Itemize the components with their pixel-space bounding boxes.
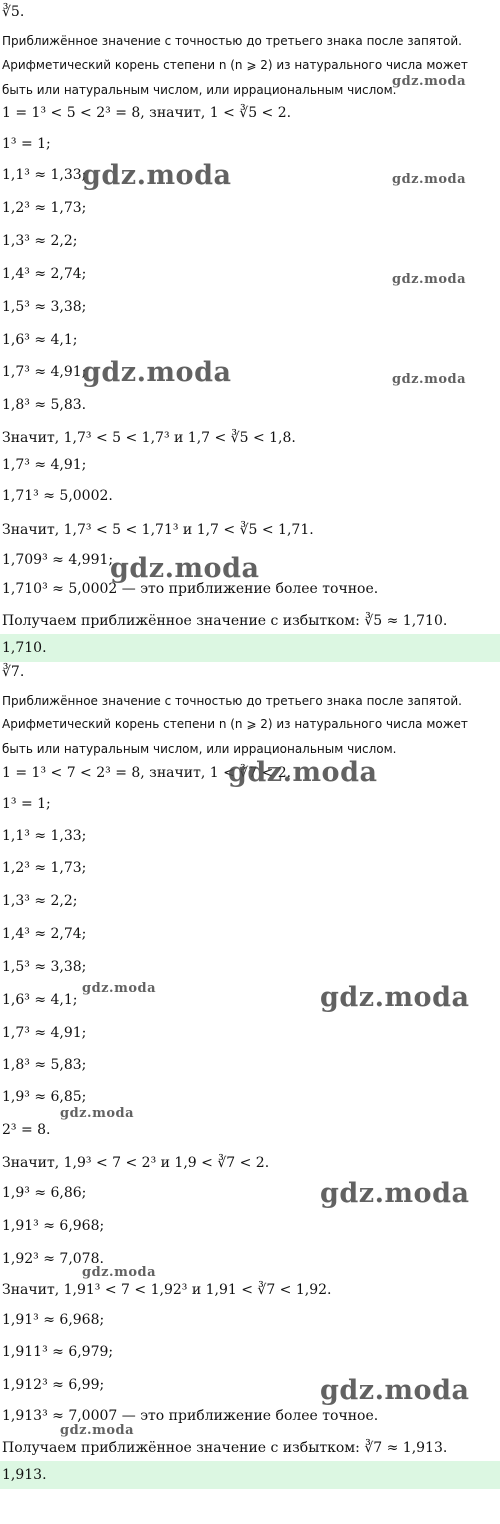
math-line: 1,71³ ≈ 5,0002.: [2, 488, 113, 504]
answer-box: 1,913.: [0, 1461, 500, 1489]
text-line: быть или натуральным числом, или иррациональным числом.: [2, 742, 397, 756]
watermark: gdz.moda: [110, 553, 260, 584]
math-line: 1,710³ ≈ 5,0002 — это приближение более точное.: [2, 581, 379, 597]
watermark: gdz.moda: [392, 372, 467, 387]
math-line: Значит, 1,91³ < 7 < 1,92³ и 1,91 < ∛7 < 1,92.: [2, 1282, 332, 1298]
math-line: 1³ = 1;: [2, 136, 51, 152]
math-line: 1,1³ ≈ 1,33;: [2, 167, 87, 183]
math-line: 1,2³ ≈ 1,73;: [2, 860, 87, 876]
math-line: 1,911³ ≈ 6,979;: [2, 1344, 114, 1360]
math-line: 1,9³ ≈ 6,85;: [2, 1089, 87, 1105]
math-line: Значит, 1,7³ < 5 < 1,71³ и 1,7 < ∛5 < 1,71.: [2, 522, 314, 538]
math-line: 1,913³ ≈ 7,0007 — это приближение более точное.: [2, 1408, 379, 1424]
watermark: gdz.moda: [392, 272, 467, 287]
math-line: 1,2³ ≈ 1,73;: [2, 200, 87, 216]
math-line: 1,3³ ≈ 2,2;: [2, 893, 78, 909]
math-line: Получаем приближённое значение с избытком: ∛7 ≈ 1,913.: [2, 1440, 448, 1456]
math-line: 1,3³ ≈ 2,2;: [2, 233, 78, 249]
watermark: gdz.moda: [320, 1178, 470, 1209]
math-line: 1,9³ ≈ 6,86;: [2, 1185, 87, 1201]
watermark: gdz.moda: [60, 1423, 135, 1438]
math-line: 1,6³ ≈ 4,1;: [2, 992, 78, 1008]
math-line: 1,8³ ≈ 5,83;: [2, 1057, 87, 1073]
watermark: gdz.moda: [82, 160, 232, 191]
math-line: 1,709³ ≈ 4,991;: [2, 552, 114, 568]
math-line: 1,7³ ≈ 4,91;: [2, 1025, 87, 1041]
text-line: Приближённое значение с точностью до третьего знака после запятой.: [2, 694, 462, 708]
text-line: Арифметический корень степени n (n ⩾ 2) из натурального числа может: [2, 717, 468, 731]
math-line: 1,5³ ≈ 3,38;: [2, 959, 87, 975]
math-line: 2³ = 8.: [2, 1122, 51, 1138]
watermark: gdz.moda: [82, 981, 157, 996]
problem-heading: ∛7.: [2, 664, 25, 680]
math-line: 1 = 1³ < 7 < 2³ = 8, значит, 1 < ∛7 < 2.: [2, 765, 292, 781]
problem-heading: ∛5.: [2, 4, 25, 20]
math-line: 1,8³ ≈ 5,83.: [2, 397, 87, 413]
math-line: 1³ = 1;: [2, 796, 51, 812]
answer-box: 1,710.: [0, 634, 500, 662]
math-line: 1,4³ ≈ 2,74;: [2, 266, 87, 282]
watermark: gdz.moda: [228, 757, 378, 788]
math-line: Значит, 1,9³ < 7 < 2³ и 1,9 < ∛7 < 2.: [2, 1155, 270, 1171]
text-line: быть или натуральным числом, или иррациональным числом.: [2, 83, 397, 97]
watermark: gdz.moda: [320, 1375, 470, 1406]
watermark: gdz.moda: [82, 1265, 157, 1280]
watermark: gdz.moda: [60, 1106, 135, 1121]
math-line: 1,92³ ≈ 7,078.: [2, 1251, 104, 1267]
math-line: 1,7³ ≈ 4,91;: [2, 364, 87, 380]
math-line: 1,912³ ≈ 6,99;: [2, 1377, 105, 1393]
text-line: Арифметический корень степени n (n ⩾ 2) из натурального числа может: [2, 58, 468, 72]
text-line: Приближённое значение с точностью до третьего знака после запятой.: [2, 34, 462, 48]
watermark: gdz.moda: [82, 357, 232, 388]
math-line: 1,6³ ≈ 4,1;: [2, 332, 78, 348]
math-line: 1,1³ ≈ 1,33;: [2, 828, 87, 844]
math-line: 1,91³ ≈ 6,968;: [2, 1218, 105, 1234]
math-line: Получаем приближённое значение с избытком: ∛5 ≈ 1,710.: [2, 613, 448, 629]
math-line: 1,4³ ≈ 2,74;: [2, 926, 87, 942]
watermark: gdz.moda: [392, 74, 467, 89]
watermark: gdz.moda: [320, 982, 470, 1013]
watermark: gdz.moda: [392, 172, 467, 187]
math-line: 1,91³ ≈ 6,968;: [2, 1312, 105, 1328]
math-line: 1,5³ ≈ 3,38;: [2, 299, 87, 315]
math-line: 1,7³ ≈ 4,91;: [2, 457, 87, 473]
math-line: 1 = 1³ < 5 < 2³ = 8, значит, 1 < ∛5 < 2.: [2, 105, 292, 121]
math-line: Значит, 1,7³ < 5 < 1,7³ и 1,7 < ∛5 < 1,8.: [2, 430, 296, 446]
